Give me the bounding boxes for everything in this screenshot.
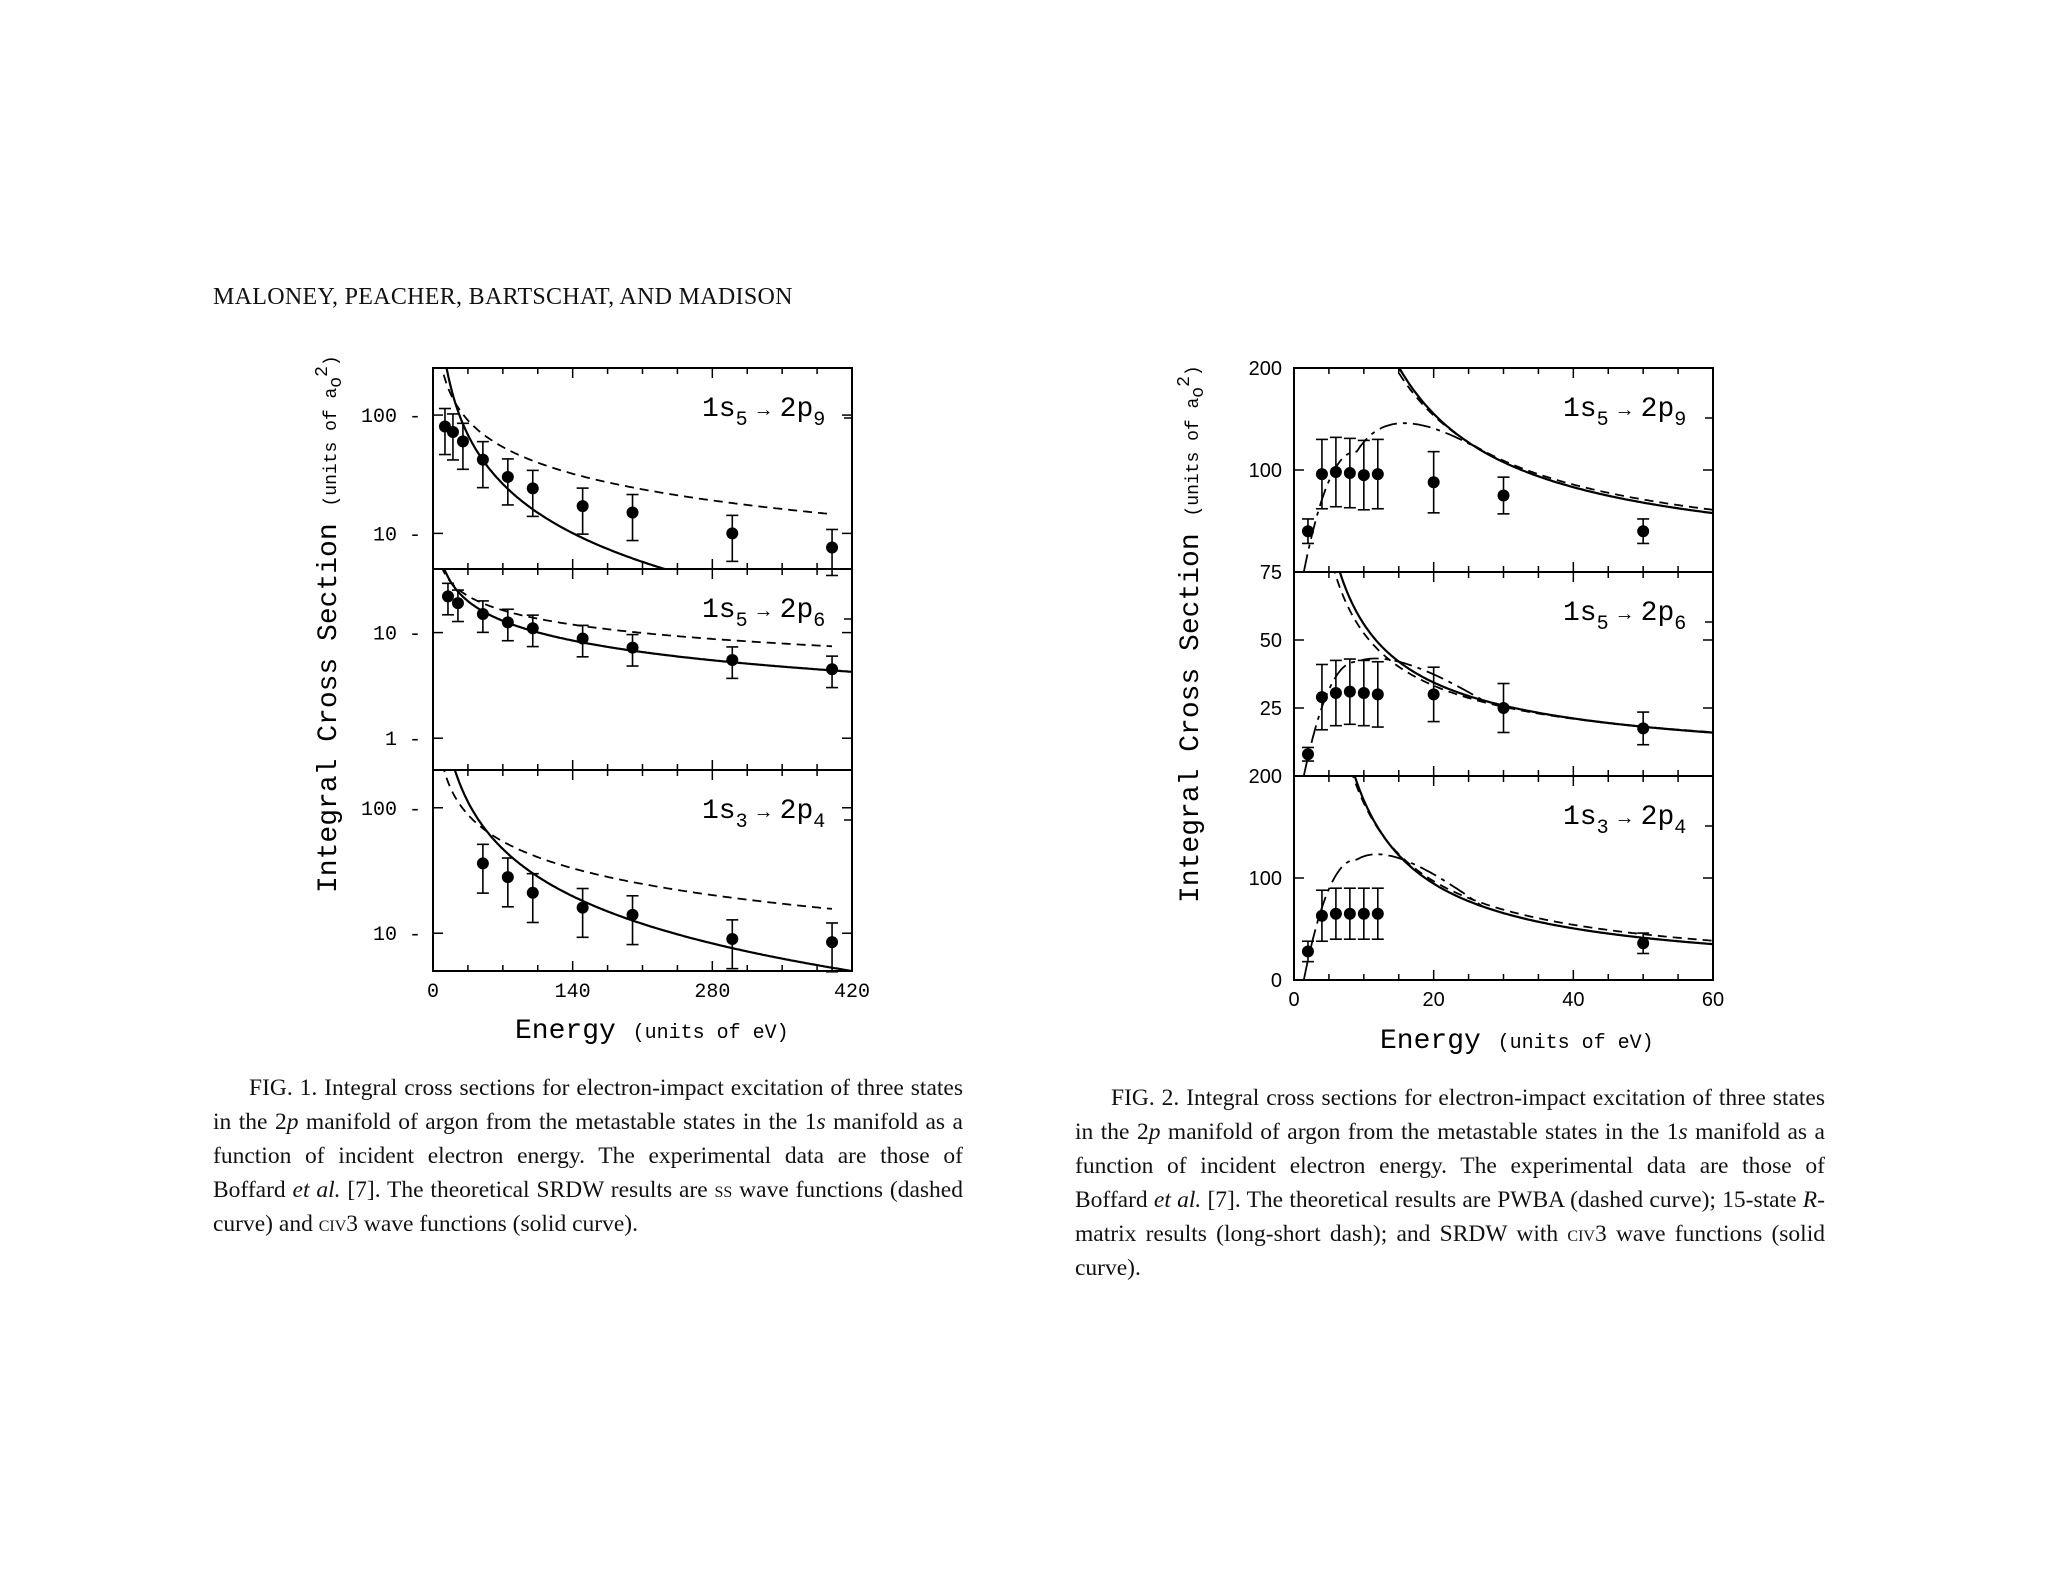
- data-marker: [1372, 468, 1384, 480]
- data-marker: [1316, 691, 1328, 703]
- y-tick-label: 0: [1270, 970, 1282, 992]
- figure-2-y-label-sup: 2: [1175, 376, 1195, 387]
- fig1-caption-ss: ss: [714, 1177, 733, 1203]
- solid-curve: [435, 607, 852, 971]
- fig1-caption-text: Integral cross sections for electron-impact excitation of three states in the 2: [213, 1075, 963, 1135]
- fig2-caption-text: [7]. The theoretical results are PWBA (dashed curve); 15-state: [1201, 1187, 1803, 1213]
- data-marker: [627, 642, 639, 654]
- figure-1-caption: [213, 1071, 963, 1241]
- data-marker: [1637, 937, 1649, 949]
- data-marker: [1302, 525, 1314, 537]
- data-point: [577, 625, 589, 656]
- fig2-caption-label: FIG. 2.: [1111, 1085, 1180, 1111]
- panel-3: [1249, 715, 1713, 992]
- figure-2-x-ticks: [1288, 989, 1724, 1011]
- panel-3: [361, 607, 852, 972]
- panel-transition-label: $1s_3$ → $2p_4$: [1563, 802, 1687, 840]
- panel-curves: [1304, 529, 1713, 776]
- data-point: [1637, 712, 1649, 745]
- data-point: [502, 459, 514, 505]
- panel-curves: [438, 297, 852, 611]
- data-marker: [1316, 910, 1328, 922]
- panel-2: [1260, 529, 1713, 776]
- data-marker: [577, 500, 589, 512]
- running-header: MALONEY, PEACHER, BARTSCHAT, AND MADISON: [213, 284, 793, 310]
- figure-1-y-label-units: (units of a: [322, 387, 342, 507]
- data-point: [527, 615, 539, 646]
- y-tick-label: 200: [1248, 766, 1282, 788]
- x-tick-label: 0: [426, 981, 440, 1004]
- data-point: [1344, 438, 1356, 507]
- data-marker: [1358, 687, 1370, 699]
- dashed-curve: [435, 537, 832, 646]
- dashed-curve: [1325, 24, 1713, 510]
- data-point: [1302, 519, 1314, 543]
- figure-2-panels: [1249, 0, 1713, 992]
- fig1-caption-civ3: civ3: [318, 1211, 359, 1237]
- data-point: [502, 609, 514, 640]
- y-tick-label: 50: [1259, 630, 1282, 652]
- y-tick-label: 100: [1248, 868, 1282, 890]
- data-marker: [452, 597, 464, 609]
- data-point: [1358, 888, 1370, 939]
- panel-transition-label: $1s_5$ → $2p_6$: [702, 595, 826, 633]
- data-point: [1330, 888, 1342, 939]
- figure-1-y-axis-label: [313, 355, 347, 893]
- data-marker: [726, 933, 738, 945]
- figure-2-y-axis-label: [1175, 365, 1209, 903]
- panel-curves: [435, 607, 852, 971]
- y-tick-label: 100 -: [360, 406, 421, 430]
- fig2-caption-text: manifold as a function of incident electron energy. The experimental data are those of Boffard: [1075, 1119, 1825, 1213]
- data-marker: [477, 454, 489, 466]
- figure-2-chart: [1160, 350, 1750, 1070]
- data-point: [1344, 659, 1356, 724]
- fig1-caption-text: manifold of argon from the metastable states in the 1: [298, 1109, 817, 1135]
- data-point: [627, 635, 639, 666]
- panel-curves: [1304, 0, 1713, 572]
- panel-transition-label: $1s_5$ → $2p_9$: [702, 394, 826, 432]
- data-marker: [1330, 687, 1342, 699]
- data-point: [826, 923, 838, 972]
- data-point: [1372, 439, 1384, 508]
- figure-2-y-label-sub: o: [1189, 386, 1209, 398]
- panel-1: [361, 297, 852, 611]
- y-tick-label: 100: [1248, 460, 1282, 482]
- y-tick-label: 75: [1259, 562, 1282, 584]
- fig2-caption-s: s: [1678, 1119, 1688, 1145]
- data-marker: [502, 616, 514, 628]
- solid-curve: [438, 297, 852, 611]
- data-marker: [477, 608, 489, 620]
- data-marker: [726, 527, 738, 539]
- fig1-caption-text: [7]. The theoretical SRDW results are: [340, 1177, 715, 1203]
- panel-transition-label: $1s_5$ → $2p_9$: [1563, 394, 1687, 432]
- data-point: [442, 583, 454, 614]
- data-point: [527, 470, 539, 516]
- data-point: [1316, 439, 1328, 508]
- data-marker: [1372, 688, 1384, 700]
- data-point: [1428, 452, 1440, 513]
- fig1-caption-text: wave functions (solid curve).: [358, 1211, 638, 1237]
- data-point: [527, 874, 539, 923]
- data-marker: [1302, 748, 1314, 760]
- fig2-caption-text: manifold of argon from the metastable states in the 1: [1160, 1119, 1679, 1145]
- data-marker: [826, 541, 838, 553]
- data-point: [457, 423, 469, 469]
- data-marker: [1428, 476, 1440, 488]
- data-point: [1372, 662, 1384, 727]
- data-marker: [527, 887, 539, 899]
- data-marker: [1316, 468, 1328, 480]
- data-point: [1358, 440, 1370, 509]
- y-tick-label: 10 -: [372, 524, 421, 548]
- figure-1-y-label-close: ): [322, 355, 342, 367]
- data-marker: [577, 632, 589, 644]
- data-marker: [1637, 722, 1649, 734]
- fig1-caption-text: manifold as a function of incident electron energy. The experimental data are those of Boffard: [213, 1109, 963, 1203]
- dashed-curve: [1329, 550, 1713, 732]
- figure-1-x-axis-label: [515, 1016, 789, 1047]
- fig2-caption-text: Integral cross sections for electron-impact excitation of three states in the 2: [1075, 1085, 1825, 1145]
- y-tick-label: 100 -: [360, 798, 421, 822]
- x-tick-label: 0: [1288, 989, 1300, 1011]
- data-marker: [502, 471, 514, 483]
- data-point: [477, 844, 489, 893]
- panel-curves: [1304, 715, 1713, 980]
- figure-2-x-axis-label: [1380, 1026, 1654, 1057]
- data-marker: [627, 507, 639, 519]
- data-marker: [477, 857, 489, 869]
- data-marker: [447, 426, 459, 438]
- fig1-caption-p: p: [286, 1109, 299, 1135]
- data-point: [1316, 664, 1328, 729]
- figure-1-x-label-units: (units of eV): [632, 1022, 789, 1045]
- data-point: [1358, 660, 1370, 725]
- x-tick-label: 280: [694, 981, 731, 1004]
- data-point: [502, 858, 514, 907]
- data-marker: [1428, 688, 1440, 700]
- figure-1-x-ticks: [427, 981, 870, 1004]
- x-tick-label: 40: [1562, 989, 1585, 1011]
- data-point: [1302, 747, 1314, 761]
- fig1-caption-text: wave functions (dashed curve) and: [213, 1177, 963, 1237]
- data-point: [447, 414, 459, 460]
- data-point: [726, 515, 738, 561]
- figure-2-y-label-units: (units of a: [1184, 397, 1204, 517]
- data-marker: [527, 622, 539, 634]
- dashed-curve: [1339, 726, 1713, 941]
- figure-1-y-label-text: Integral Cross Section: [314, 523, 345, 893]
- y-tick-label: 1 -: [384, 729, 421, 753]
- y-tick-label: 10 -: [372, 623, 421, 647]
- panel-transition-label: $1s_5$ → $2p_6$: [1563, 598, 1687, 636]
- fig2-caption-R: R: [1802, 1187, 1818, 1213]
- data-marker: [1302, 945, 1314, 957]
- x-tick-label: 420: [833, 981, 871, 1004]
- data-point: [726, 647, 738, 678]
- data-marker: [1358, 908, 1370, 920]
- figure-1-y-label-sub: o: [327, 376, 347, 388]
- data-marker: [1637, 525, 1649, 537]
- x-tick-label: 140: [554, 981, 591, 1004]
- fig1-caption-s: s: [816, 1109, 826, 1135]
- data-marker: [1372, 908, 1384, 920]
- data-marker: [527, 482, 539, 494]
- fig2-caption-p: p: [1148, 1119, 1161, 1145]
- data-marker: [502, 871, 514, 883]
- data-marker: [442, 590, 454, 602]
- dashed-curve: [438, 345, 832, 514]
- data-point: [1330, 437, 1342, 506]
- figure-2-x-label-text: Energy: [1380, 1026, 1481, 1057]
- data-marker: [1330, 466, 1342, 478]
- figure-2-y-label-text: Integral Cross Section: [1176, 533, 1207, 903]
- data-point: [1498, 477, 1510, 514]
- data-point: [826, 656, 838, 687]
- fig2-caption-civ3: civ3: [1567, 1221, 1607, 1247]
- x-tick-label: 20: [1422, 989, 1445, 1011]
- figure-2-caption: [1075, 1081, 1825, 1285]
- data-marker: [1330, 908, 1342, 920]
- fig2-caption-text: -matrix results (long-short dash); and SRDW with: [1075, 1187, 1825, 1247]
- data-marker: [726, 654, 738, 666]
- data-point: [1344, 888, 1356, 939]
- fig1-caption-etal: et al.: [292, 1177, 341, 1203]
- data-marker: [826, 663, 838, 675]
- figure-1-x-label-text: Energy: [515, 1016, 616, 1047]
- y-tick-label: 25: [1259, 698, 1282, 720]
- data-marker: [826, 936, 838, 948]
- data-marker: [1344, 686, 1356, 698]
- figure-1-y-label-sup: 2: [313, 366, 333, 377]
- data-marker: [627, 909, 639, 921]
- solid-curve: [1325, 0, 1713, 513]
- data-marker: [1344, 467, 1356, 479]
- solid-curve: [1329, 529, 1713, 733]
- data-point: [1637, 933, 1649, 953]
- data-marker: [1498, 490, 1510, 502]
- dashed-curve: [435, 704, 832, 909]
- y-tick-label: 10 -: [372, 924, 421, 948]
- data-marker: [457, 435, 469, 447]
- figure-1-panels: [361, 297, 852, 972]
- figure-2-x-label-units: (units of eV): [1497, 1032, 1654, 1055]
- data-point: [1637, 519, 1649, 543]
- data-point: [1372, 888, 1384, 939]
- fig2-caption-etal: et al.: [1153, 1187, 1202, 1213]
- data-point: [726, 920, 738, 969]
- data-point: [577, 488, 589, 534]
- data-marker: [1358, 469, 1370, 481]
- data-marker: [1344, 908, 1356, 920]
- y-tick-label: 200: [1248, 358, 1282, 380]
- x-tick-label: 60: [1701, 989, 1725, 1011]
- panel-transition-label: $1s_3$ → $2p_4$: [702, 796, 826, 834]
- panel-2: [373, 520, 852, 770]
- fig1-caption-label: FIG. 1.: [249, 1075, 318, 1101]
- figure-2-y-label-close: ): [1184, 365, 1204, 377]
- data-marker: [577, 902, 589, 914]
- data-marker: [1498, 702, 1510, 714]
- panel-1: [1249, 0, 1713, 572]
- data-point: [627, 495, 639, 541]
- data-point: [577, 889, 589, 938]
- r-matrix-curve: [1304, 659, 1713, 777]
- fig2-caption-text: wave functions (solid curve).: [1075, 1221, 1825, 1281]
- data-point: [1498, 684, 1510, 733]
- figure-1-chart: [300, 350, 890, 1070]
